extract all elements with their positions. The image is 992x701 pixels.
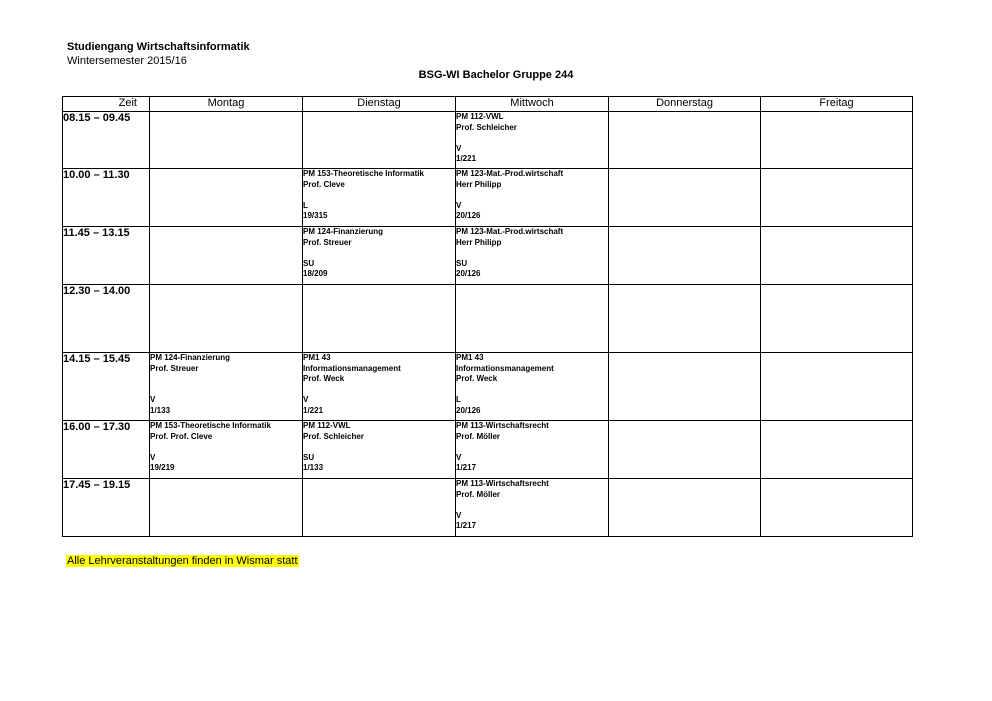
course-cell-montag: [150, 227, 303, 285]
course-line: Prof. Streuer: [150, 363, 199, 373]
timetable: [62, 96, 913, 537]
course-line: Prof. Weck: [456, 374, 498, 383]
course-line: Prof. Schleicher: [303, 431, 364, 441]
course-line: V: [303, 395, 309, 404]
course-line: 20/126: [456, 269, 481, 278]
course-line: Prof. Schleicher: [456, 122, 517, 132]
course-line: Herr Philipp: [456, 237, 502, 247]
time-slot-label: 11.45 – 13.15: [63, 227, 150, 285]
course-line: 1/133: [150, 405, 171, 415]
column-header-donnerstag: Donnerstag: [609, 97, 761, 112]
course-line: PM 124-Finanzierung: [150, 353, 231, 362]
course-cell-montag: [150, 479, 303, 537]
course-cell-freitag: [761, 421, 913, 479]
course-line: Prof. Streuer: [303, 237, 352, 247]
timetable-row: [63, 227, 913, 285]
course-cell-donnerstag: [609, 112, 761, 169]
course-cell-dienstag: [303, 285, 456, 353]
course-line: 1/221: [456, 154, 477, 163]
column-header-freitag: Freitag: [761, 97, 913, 112]
course-line: PM1 43: [303, 353, 331, 362]
column-header-zeit: Zeit: [63, 97, 150, 112]
course-line: 1/133: [303, 463, 324, 472]
course-line: PM 123-Mat.-Prod.wirtschaft: [456, 169, 564, 178]
course-line: 20/126: [456, 211, 481, 220]
course-cell-mittwoch: [456, 421, 609, 479]
course-cell-mittwoch: [456, 285, 609, 353]
course-line: PM 113-Wirtschaftsrecht: [456, 479, 549, 488]
timetable-header-row: [63, 97, 913, 112]
course-cell-donnerstag: [609, 479, 761, 537]
course-cell-freitag: [761, 285, 913, 353]
course-line: V: [456, 452, 462, 462]
course-cell-freitag: [761, 227, 913, 285]
location-note: Alle Lehrveranstaltungen finden in Wismar statt: [67, 555, 298, 567]
course-line: 19/315: [303, 211, 328, 220]
course-line: PM 112-VWL: [303, 421, 351, 430]
course-line: Informationsmanagement: [303, 363, 401, 373]
course-line: 1/221: [303, 405, 324, 415]
course-line: [150, 385, 302, 396]
time-slot-label: 08.15 – 09.45: [63, 112, 150, 169]
course-line: PM 112-VWL: [456, 112, 504, 121]
course-line: 1/217: [456, 463, 477, 472]
course-cell-freitag: [761, 169, 913, 227]
course-line: V: [456, 143, 462, 153]
course-line: [456, 442, 608, 453]
group-title: BSG-WI Bachelor Gruppe 244: [418, 69, 574, 81]
course-line: [303, 248, 455, 259]
timetable-row: [63, 285, 913, 353]
course-line: [150, 374, 302, 385]
course-line: [456, 500, 608, 511]
course-line: PM 113-Wirtschaftsrecht: [456, 421, 549, 430]
course-line: [456, 248, 608, 259]
course-line: Prof. Möller: [456, 431, 501, 441]
course-line: Prof. Weck: [303, 374, 345, 383]
column-header-dienstag: Dienstag: [303, 97, 456, 112]
course-line: [456, 190, 608, 201]
course-line: Prof. Prof. Cleve: [150, 431, 213, 441]
course-cell-mittwoch: [456, 479, 609, 537]
course-cell-dienstag: [303, 169, 456, 227]
course-cell-dienstag: [303, 479, 456, 537]
course-cell-freitag: [761, 479, 913, 537]
course-cell-montag: [150, 421, 303, 479]
course-line: [303, 385, 455, 396]
course-line: [456, 385, 608, 396]
course-cell-mittwoch: [456, 112, 609, 169]
course-cell-dienstag: [303, 227, 456, 285]
course-line: SU: [303, 258, 315, 268]
course-line: Informationsmanagement: [456, 363, 554, 373]
course-cell-donnerstag: [609, 353, 761, 421]
program-title: Studiengang Wirtschaftsinformatik: [67, 41, 250, 53]
course-line: [303, 442, 455, 453]
course-line: Prof. Möller: [456, 489, 501, 499]
course-cell-mittwoch: [456, 227, 609, 285]
course-line: SU: [303, 452, 315, 462]
course-line: V: [150, 452, 156, 462]
course-line: PM 123-Mat.-Prod.wirtschaft: [456, 227, 564, 236]
course-line: Herr Philipp: [456, 179, 502, 189]
time-slot-label: 16.00 – 17.30: [63, 421, 150, 479]
course-line: PM 153-Theoretische Informatik: [150, 421, 271, 430]
course-cell-montag: [150, 112, 303, 169]
course-cell-mittwoch: [456, 353, 609, 421]
course-line: L: [456, 395, 461, 404]
course-line: 19/219: [150, 463, 175, 472]
course-cell-montag: [150, 285, 303, 353]
course-cell-donnerstag: [609, 421, 761, 479]
course-line: 1/217: [456, 521, 477, 530]
course-cell-mittwoch: [456, 169, 609, 227]
time-slot-label: 14.15 – 15.45: [63, 353, 150, 421]
timetable-row: [63, 479, 913, 537]
time-slot-label: 17.45 – 19.15: [63, 479, 150, 537]
timetable-row: [63, 353, 913, 421]
column-header-mittwoch: Mittwoch: [456, 97, 609, 112]
course-cell-freitag: [761, 112, 913, 169]
semester-label: Wintersemester 2015/16: [67, 55, 187, 67]
course-cell-montag: [150, 169, 303, 227]
course-cell-dienstag: [303, 421, 456, 479]
course-cell-dienstag: [303, 112, 456, 169]
course-line: [456, 133, 608, 144]
course-line: V: [456, 510, 462, 520]
course-cell-donnerstag: [609, 169, 761, 227]
course-line: 20/126: [456, 405, 481, 415]
course-line: Prof. Cleve: [303, 179, 345, 189]
course-cell-donnerstag: [609, 227, 761, 285]
course-line: V: [150, 395, 156, 404]
course-cell-montag: [150, 353, 303, 421]
course-line: PM1 43: [456, 353, 484, 362]
timetable-row: [63, 421, 913, 479]
course-line: PM 153-Theoretische Informatik: [303, 169, 424, 178]
timetable-row: [63, 169, 913, 227]
course-line: L: [303, 200, 308, 210]
course-line: 18/209: [303, 269, 328, 278]
column-header-montag: Montag: [150, 97, 303, 112]
time-slot-label: 12.30 – 14.00: [63, 285, 150, 353]
course-line: [150, 442, 302, 453]
course-line: SU: [456, 258, 468, 268]
course-cell-freitag: [761, 353, 913, 421]
course-line: [303, 190, 455, 201]
course-cell-donnerstag: [609, 285, 761, 353]
course-line: V: [456, 200, 462, 210]
course-line: PM 124-Finanzierung: [303, 227, 384, 236]
course-cell-dienstag: [303, 353, 456, 421]
timetable-row: [63, 112, 913, 169]
time-slot-label: 10.00 – 11.30: [63, 169, 150, 227]
